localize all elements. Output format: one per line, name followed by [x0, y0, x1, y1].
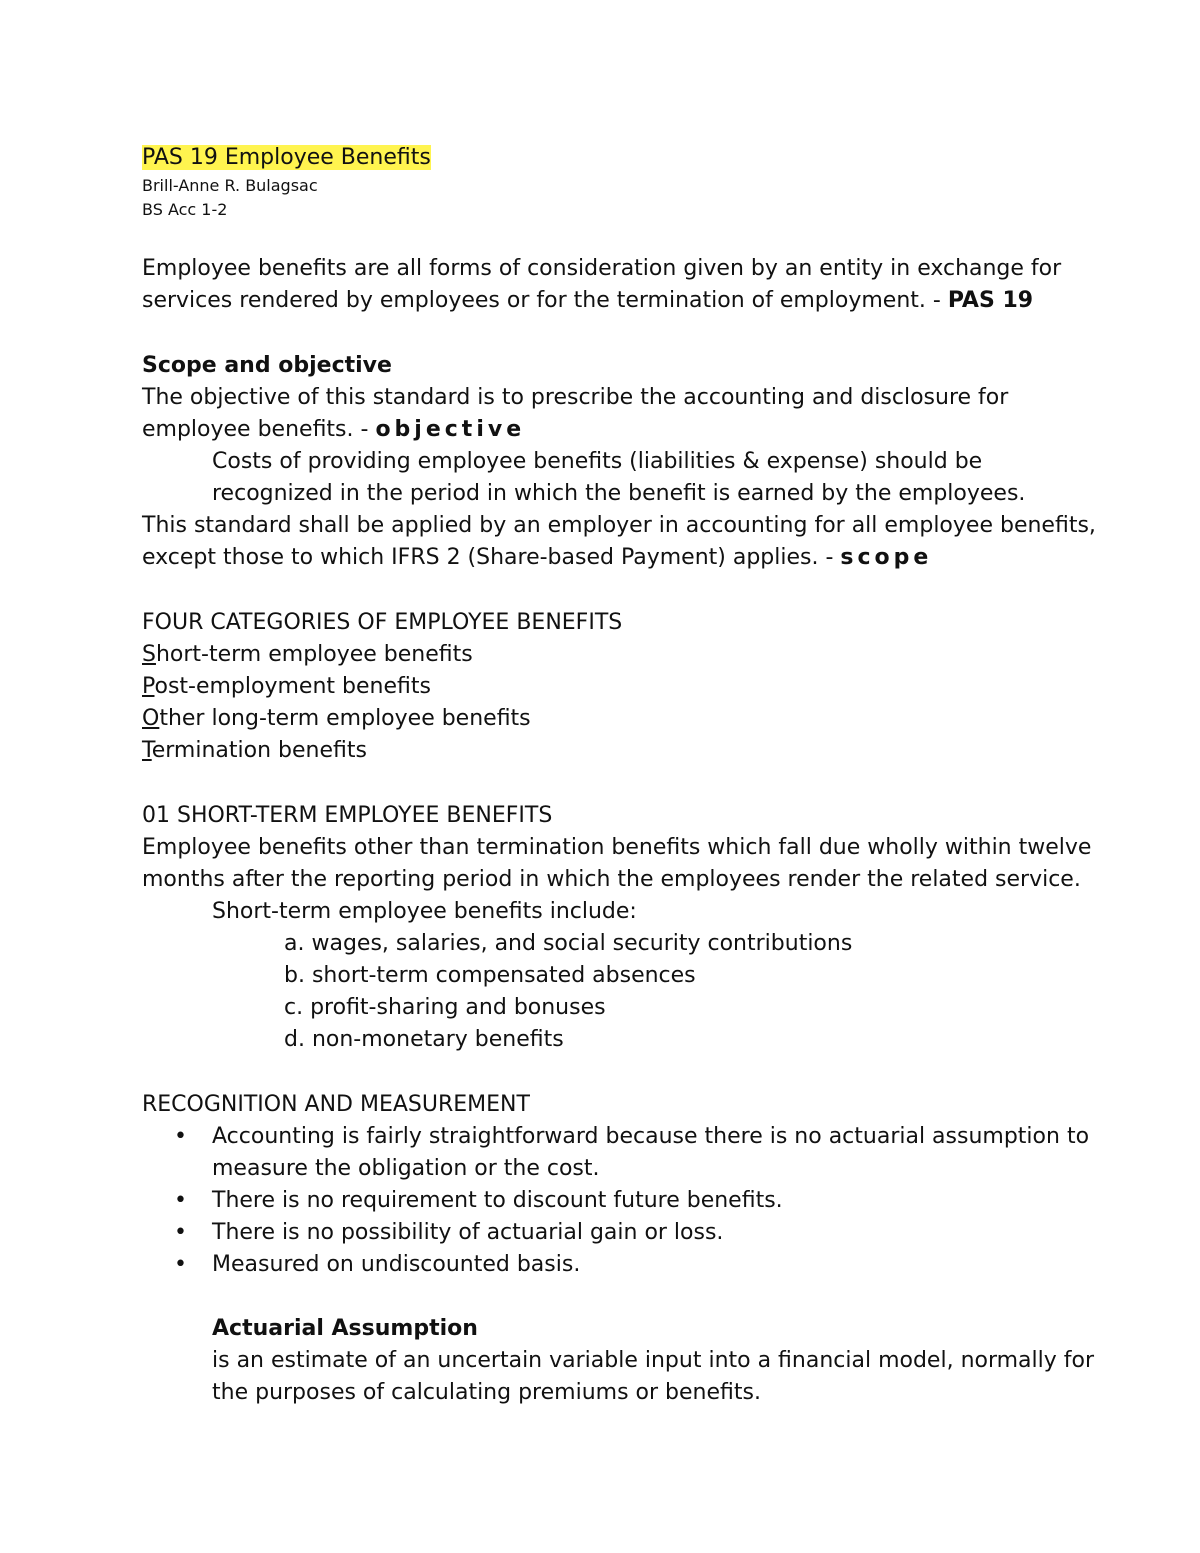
- category-initial: O: [142, 706, 160, 731]
- category-initial: T: [142, 738, 152, 763]
- recognition-heading: RECOGNITION AND MEASUREMENT: [142, 1092, 530, 1117]
- category-rest: ost-employment benefits: [154, 674, 431, 699]
- short-term-def-line-2: months after the reporting period in which the employees render the related service.: [142, 867, 1081, 892]
- objective-tag: objective: [375, 417, 526, 442]
- objective-line-2-text: employee benefits. -: [142, 417, 376, 442]
- short-term-def-line-1: Employee benefits other than termination benefits which fall due wholly within twelve: [142, 835, 1092, 860]
- category-item: [142, 703, 531, 735]
- intro-line-2-text: services rendered by employees or for the termination of employment. -: [142, 288, 948, 313]
- costs-line-2: recognized in the period in which the benefit is earned by the employees.: [212, 481, 1026, 506]
- bullet-dot-icon: •: [174, 1252, 187, 1277]
- class-section: BS Acc 1-2: [142, 200, 228, 219]
- category-initial: P: [142, 674, 155, 699]
- short-term-include-intro: Short-term employee benefits include:: [212, 899, 637, 924]
- category-item: [142, 639, 473, 671]
- category-rest: hort-term employee benefits: [155, 642, 473, 667]
- category-initial: S: [142, 642, 156, 667]
- category-rest: ther long-term employee benefits: [159, 706, 531, 731]
- include-item: c. profit-sharing and bonuses: [284, 995, 606, 1020]
- scope-line-2-text: except those to which IFRS 2 (Share-based Payment) applies. -: [142, 545, 841, 570]
- intro-source: PAS 19: [947, 288, 1034, 313]
- title-highlight: PAS 19 Employee Benefits: [142, 145, 431, 170]
- recognition-bullet-3: There is no possibility of actuarial gain or loss.: [212, 1220, 724, 1245]
- actuarial-heading: Actuarial Assumption: [212, 1316, 478, 1341]
- scope-heading: Scope and objective: [142, 353, 392, 378]
- author-name: Brill-Anne R. Bulagsac: [142, 176, 318, 195]
- intro-line-1: Employee benefits are all forms of consideration given by an entity in exchange for: [142, 256, 1062, 281]
- objective-line-2: [142, 414, 525, 446]
- bullet-dot-icon: •: [174, 1188, 187, 1213]
- objective-line-1: The objective of this standard is to prescribe the accounting and disclosure for: [142, 385, 1009, 410]
- include-item: d. non-monetary benefits: [284, 1027, 564, 1052]
- recognition-bullet-2: There is no requirement to discount future benefits.: [212, 1188, 783, 1213]
- short-term-heading: 01 SHORT-TERM EMPLOYEE BENEFITS: [142, 803, 553, 828]
- recognition-bullet-4: Measured on undiscounted basis.: [212, 1252, 581, 1277]
- categories-heading: FOUR CATEGORIES OF EMPLOYEE BENEFITS: [142, 610, 623, 635]
- include-item: a. wages, salaries, and social security contributions: [284, 931, 853, 956]
- scope-line-1: This standard shall be applied by an employer in accounting for all employee benefits,: [142, 513, 1096, 538]
- category-item: [142, 735, 367, 767]
- scope-tag: scope: [840, 545, 933, 570]
- scope-line-2: [142, 542, 932, 574]
- include-item: b. short-term compensated absences: [284, 963, 696, 988]
- category-item: [142, 671, 431, 703]
- category-rest: ermination benefits: [151, 738, 367, 763]
- costs-line-1: Costs of providing employee benefits (liabilities & expense) should be: [212, 449, 983, 474]
- intro-line-2: [142, 285, 1033, 317]
- document-title: [142, 142, 431, 174]
- bullet-dot-icon: •: [174, 1220, 187, 1245]
- bullet-dot-icon: •: [174, 1124, 187, 1149]
- actuarial-line-2: the purposes of calculating premiums or benefits.: [212, 1380, 761, 1405]
- recognition-bullet-1-line-2: measure the obligation or the cost.: [212, 1156, 600, 1181]
- actuarial-line-1: is an estimate of an uncertain variable input into a financial model, normally for: [212, 1348, 1095, 1373]
- recognition-bullet-1-line-1: Accounting is fairly straightforward because there is no actuarial assumption to: [212, 1124, 1090, 1149]
